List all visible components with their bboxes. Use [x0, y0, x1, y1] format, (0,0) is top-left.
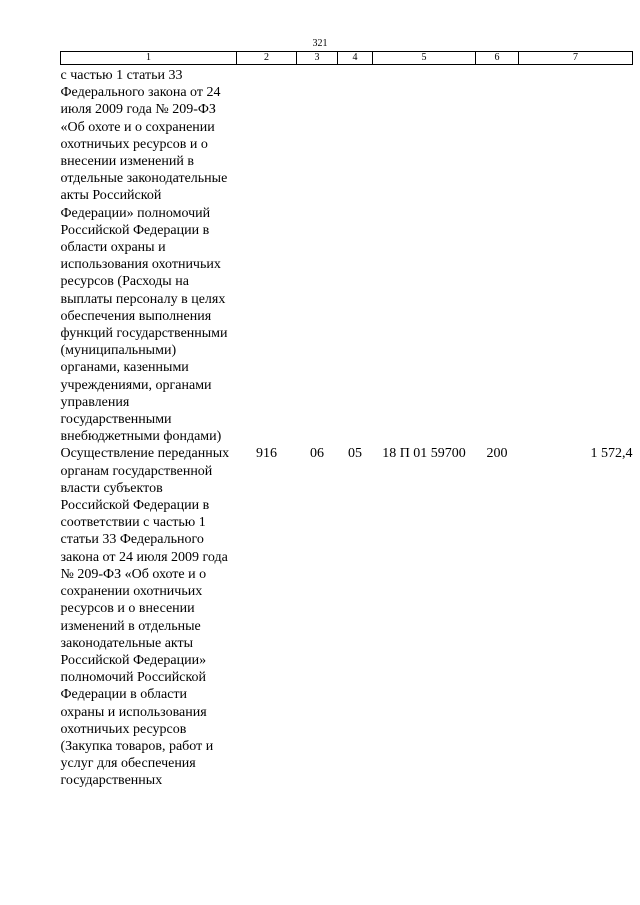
row-code-cell: 916	[256, 446, 277, 462]
budget-table	[60, 51, 633, 790]
table-row	[61, 65, 633, 446]
column-header: 2	[237, 52, 297, 65]
column-header: 1	[61, 52, 237, 65]
row-amount-cell: 1 572,4	[590, 446, 633, 462]
row-name-cell: с частью 1 статьи 33 Федерального закона от 24 июля 2009 года № 209-ФЗ «Об охоте и о сохранении охотничьих ресурсов и о внесении изменений в отдельные законодательные акты Российской Федерации» полномочий Российской Федерации в области охраны и использования охотничьих ресурсов (Расходы на выплаты персоналу в целях обеспечения выполнения функций государственными (муниципальными) органами, казенными учреждениями, органами управления государственными внебюджетными фондами)	[60, 68, 228, 445]
column-header: 4	[338, 52, 373, 65]
row-code-cell	[237, 65, 297, 446]
column-header: 6	[476, 52, 519, 65]
table-row	[61, 445, 633, 789]
column-number-header-row	[61, 52, 633, 65]
column-header: 3	[297, 52, 338, 65]
row-subsection-cell: 05	[348, 446, 362, 462]
row-subsection-cell	[338, 65, 373, 446]
row-expense-type-cell	[476, 65, 519, 446]
column-header: 5	[373, 52, 476, 65]
row-expense-type-cell: 200	[486, 446, 508, 462]
row-amount-cell	[519, 65, 633, 446]
column-header: 7	[519, 52, 633, 65]
row-section-cell: 06	[310, 446, 324, 462]
page-number: 321	[312, 38, 328, 49]
row-name-cell: Осуществление переданных органам государственной власти субъектов Российской Федерации в соответствии с частью 1 статьи 33 Федерального закона от 24 июля 2009 года № 209-ФЗ «Об охоте и о сохранении охотничьих ресурсов и о внесении изменений в отдельные законодательные акты Российской Федерации» полномочий Российской Федерации в области охраны и использования охотничьих ресурсов (Закупка товаров, работ и услуг для обеспечения государственных	[60, 446, 230, 789]
row-target-cell: 18 П 01 59700	[382, 446, 466, 462]
row-target-cell	[373, 65, 476, 446]
row-section-cell	[297, 65, 338, 446]
